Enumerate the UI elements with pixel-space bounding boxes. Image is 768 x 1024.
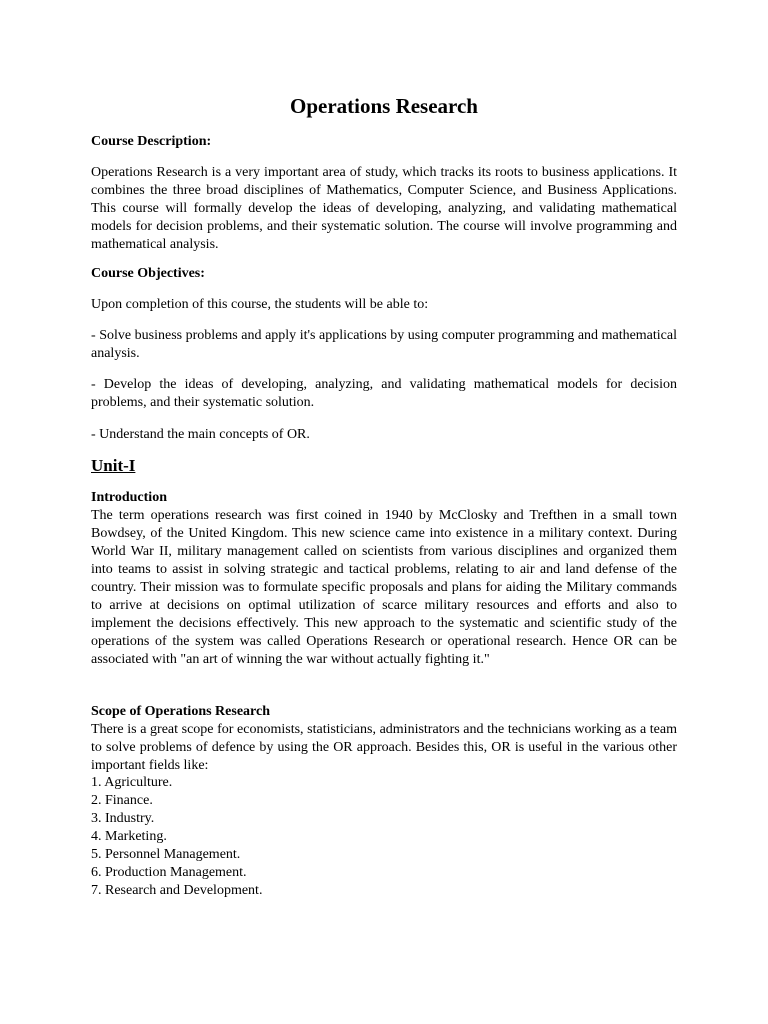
list-item: 3. Industry. — [91, 811, 155, 826]
objectives-intro: Upon completion of this course, the students will be able to: — [91, 297, 429, 312]
list-item: 5. Personnel Management. — [91, 847, 241, 862]
fields-list — [91, 774, 262, 900]
list-item: 6. Production Management. — [91, 865, 247, 880]
unit-heading: Unit-I — [91, 456, 136, 475]
objective-item: - Develop the ideas of developing, analyzing, and validating mathematical models for decision problems, and their systematic solution. — [91, 377, 677, 410]
objective-item: - Solve business problems and apply it's applications by using computer programming and mathematical analysis. — [91, 328, 677, 361]
list-item: 4. Marketing. — [91, 829, 167, 844]
course-objectives-heading: Course Objectives: — [91, 266, 205, 281]
list-item: 7. Research and Development. — [91, 883, 263, 898]
scope-heading: Scope of Operations Research — [91, 704, 270, 719]
scope-text: There is a great scope for economists, statisticians, administrators and the technicians working as a team to solve problems of defence by using the OR approach. Besides this, OR is useful in the various other important fields like: — [91, 722, 677, 773]
list-item: 1. Agriculture. — [91, 775, 173, 790]
introduction-text: The term operations research was first coined in 1940 by McClosky and Trefthen in a small town Bowdsey, of the United Kingdom. This new science came into existence in a military context. During World War II, military management called on scientists from various disciplines and organized them into teams to assist in solving strategic and tactical problems, relating to air and land defense of the country. Their mission was to formulate specific proposals and plans for aiding the Military commands to arrive at decisions on optimal utilization of scarce military resources and efforts and also to implement the decisions effectively. This new approach to the systematic and scientific study of the operations of the system was called Operations Research or operational research. Hence OR can be associated with "an art of winning the war without actually fighting it." — [91, 508, 677, 667]
course-description-heading: Course Description: — [91, 134, 212, 149]
introduction-heading: Introduction — [91, 490, 167, 505]
document-title: Operations Research — [289, 94, 478, 118]
list-item: 2. Finance. — [91, 793, 153, 808]
course-description-text: Operations Research is a very important area of study, which tracks its roots to business applications. It combines the three broad disciplines of Mathematics, Computer Science, and Business Applications. This course will formally develop the ideas of developing, analyzing, and validating mathematical models for decision problems, and their systematic solution. The course will involve programming and mathematical analysis. — [91, 165, 677, 252]
objective-item: - Understand the main concepts of OR. — [91, 427, 310, 442]
